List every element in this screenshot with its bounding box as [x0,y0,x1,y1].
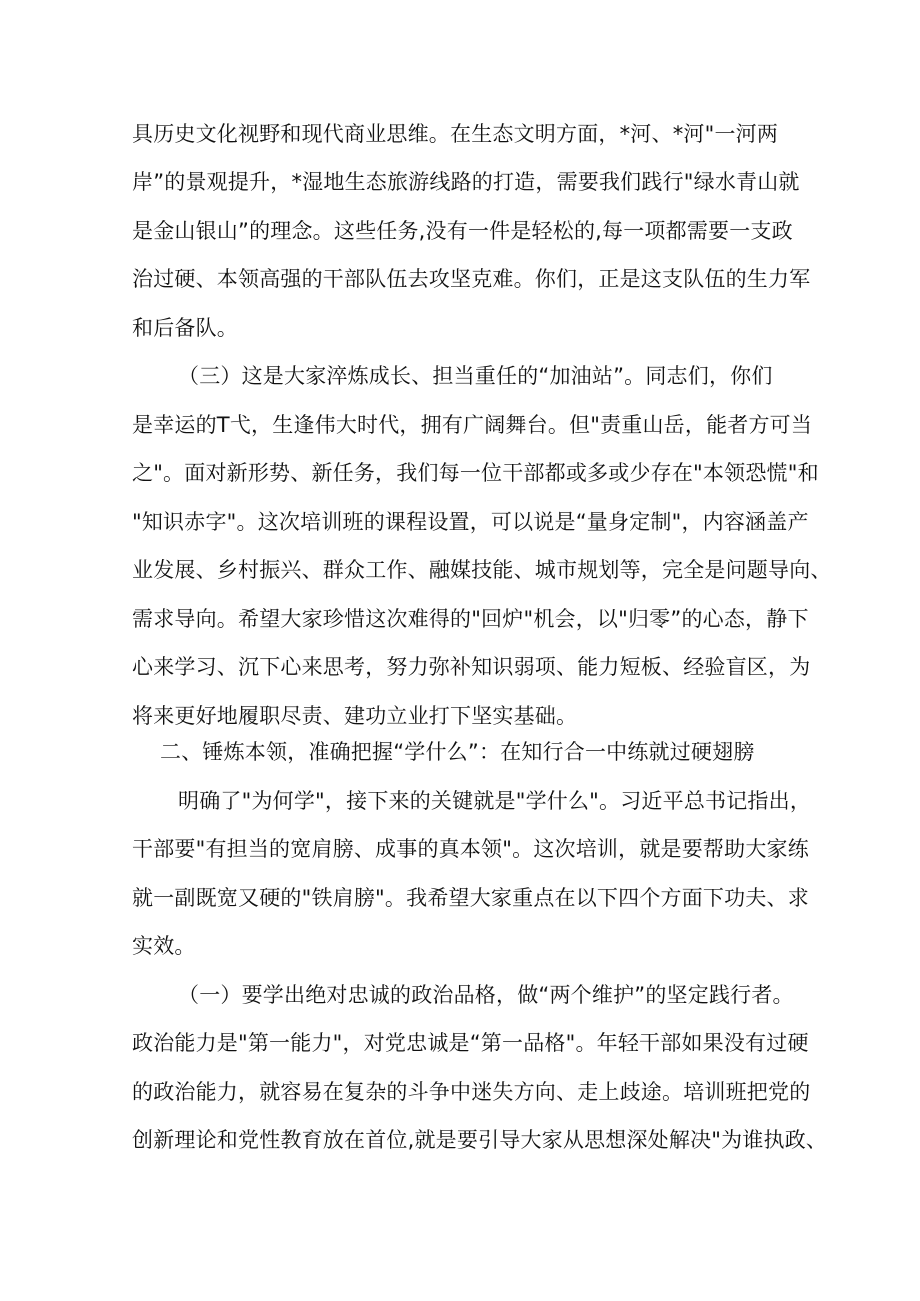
body-text-line: 和后备队。 [132,316,238,340]
body-text-line: 是幸运的T弋，生逢伟大时代，拥有广阔舞台。但"责重山岳，能者方可当 [132,413,813,437]
body-text-line: 明确了"为何学"，接下来的关键就是"学什么"。习近平总书记指出， [178,789,812,813]
body-text-line: 干部要"有担当的宽肩膀、成事的真本领"。这次培训，就是要帮助大家练 [132,837,809,861]
body-text-line: 是金山银山”的理念。这些任务,没有一件是轻松的,每一项都需要一支政 [132,219,793,243]
section-heading-2: 二、锤炼本领，准确把握“学什么”：在知行合一中练就过硬翅膀 [160,740,755,764]
subsection-heading-3: （三）这是大家淬炼成长、担当重任的“加油站”。同志们，你们 [178,364,773,388]
body-text-line: "知识赤字"。这次培训班的课程设置，可以说是“量身定制"，内容涵盖产 [132,510,809,534]
body-text-line: 具历史文化视野和现代商业思维。在生态文明方面，*河、*河"一河两 [132,122,779,146]
body-text-line: 之"。面对新形势、新任务，我们每一位干部都或多或少存在"本领恐慌"和 [132,461,819,485]
body-text-line: 治过硬、本领高强的干部队伍去攻坚克难。你们，正是这支队伍的生力军 [132,267,811,291]
body-text-line: 创新理论和党性教育放在首位,就是要引导大家从思想深处解决"为谁执政、 [132,1128,828,1152]
body-text-line: 心来学习、沉下心来思考，努力弥补知识弱项、能力短板、经验盲区，为 [132,655,811,679]
body-text-line: 就一副既宽又硬的"铁肩膀"。我希望大家重点在以下四个方面下功夫、求 [132,886,809,910]
body-text-line: 业发展、乡村振兴、群众工作、融媒技能、城市规划等，完全是问题导向、 [132,558,832,582]
body-text-line: 政治能力是"第一能力"，对党忠诚是“第一品格"。年轻干部如果没有过硬 [132,1031,809,1055]
body-text-line: 的政治能力，就容易在复杂的斗争中迷失方向、走上歧途。培训班把党的 [132,1080,811,1104]
subsection-heading-1: （一）要学出绝对忠诚的政治品格，做“两个维护”的坚定践行者。 [178,983,794,1007]
body-text-line: 将来更好地履职尽责、建功立业打下坚实基础。 [132,704,578,728]
body-text-line: 需求导向。希望大家珍惜这次难得的"回炉"机会，以"归零”的心态，静下 [132,607,809,631]
body-text-line: 岸”的景观提升，*湿地生态旅游线路的打造，需要我们践行"绿水青山就 [132,170,800,194]
body-text-line: 实效。 [132,934,196,958]
